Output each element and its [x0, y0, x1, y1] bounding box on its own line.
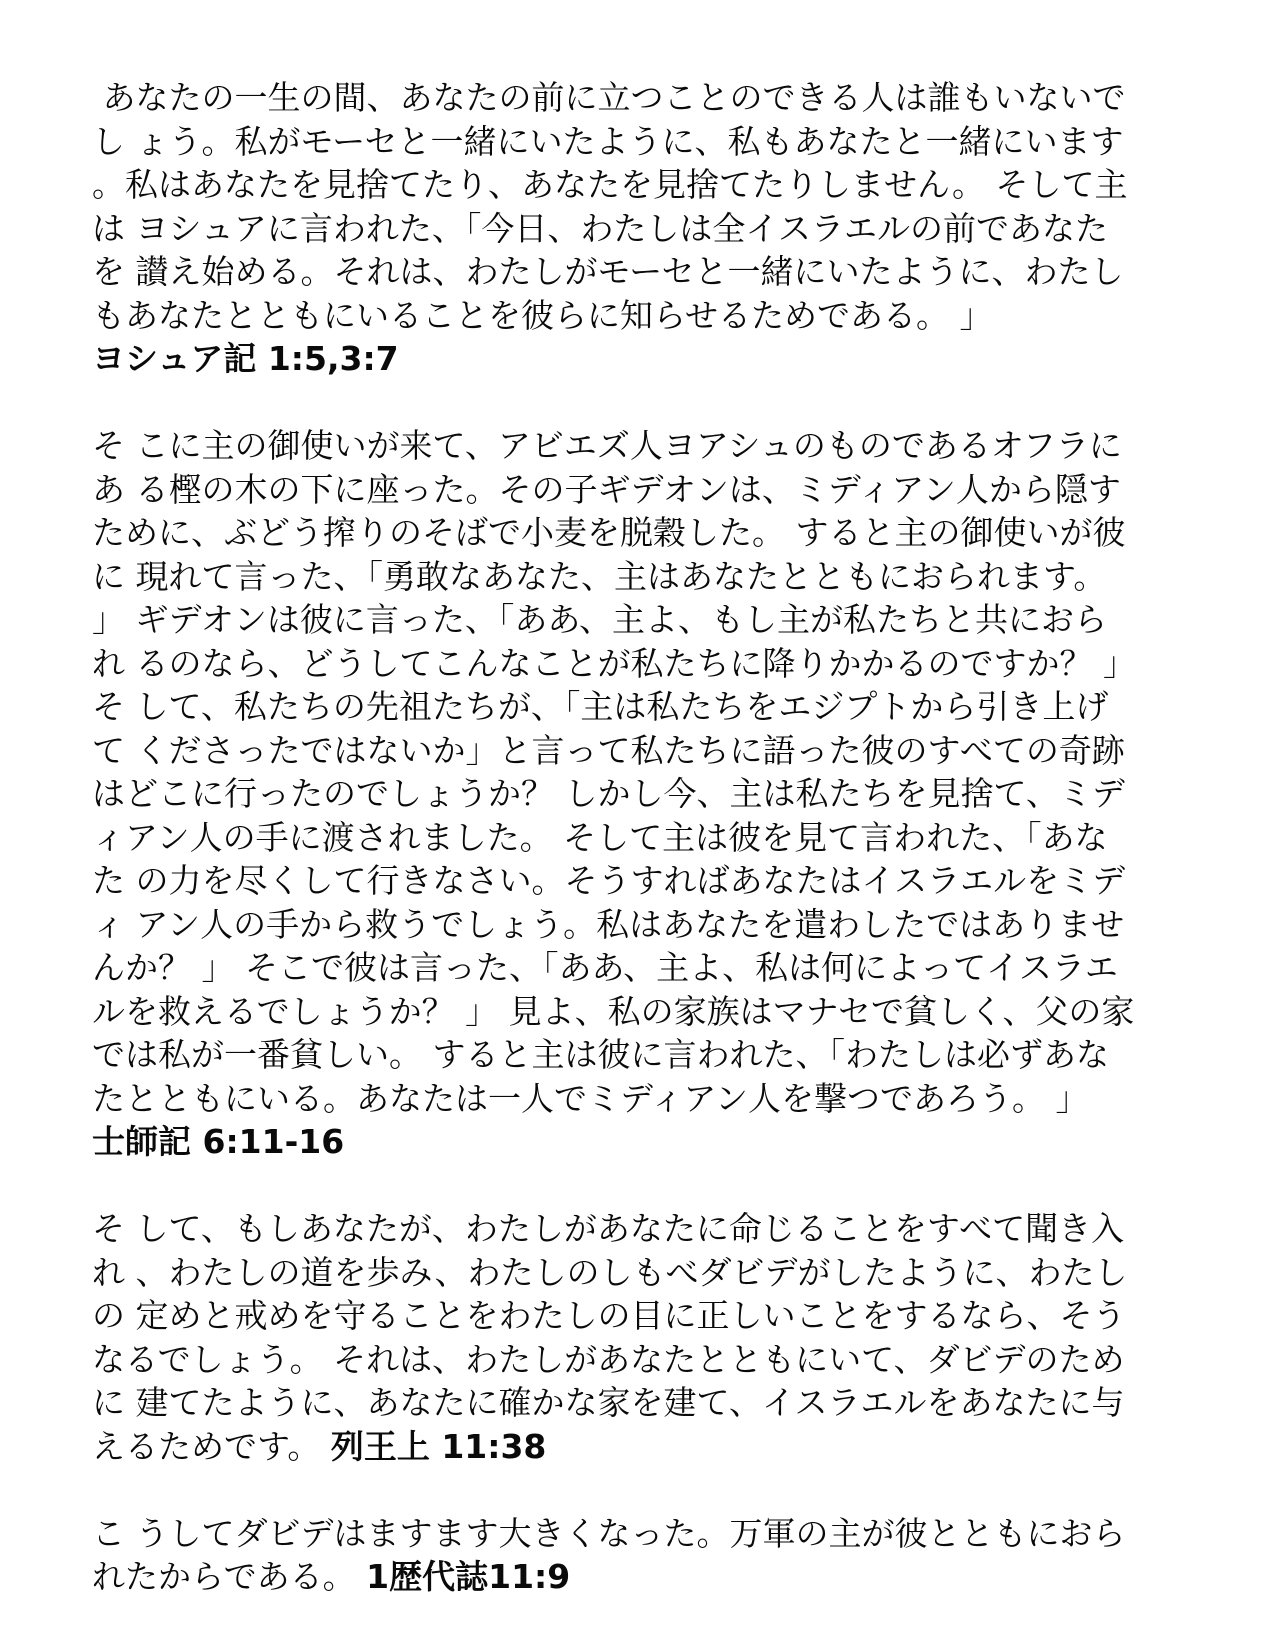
text-line: ルを救えるでしょうか？ 」 見よ、私の家族はマナセで貧しく、父の家	[92, 991, 1135, 1031]
verse-reference: ヨシュア記 1:5,3:7	[92, 339, 399, 378]
text-line-with-reference	[92, 1555, 1202, 1599]
text-line: は ヨシュアに言われた、「今日、わたしは全イスラエルの前であなた	[92, 208, 1108, 248]
text-line: れ るのなら、どうしてこんなことが私たちに降りかかるのですか？ 」	[92, 643, 1136, 683]
text-line: し ょう。私がモーセと一緒にいたように、私もあなたと一緒にいます	[92, 121, 1124, 161]
text-line: の 定めと戒めを守ることをわたしの目に正しいことをするなら、そう	[92, 1296, 1126, 1335]
text-line: そ して、私たちの先祖たちが、「主は私たちをエジプトから引き上げ	[92, 687, 1109, 726]
text-line: ィ アン人の手から救うでしょう。私はあなたを遣わしたではありませ	[92, 904, 1125, 944]
text-line: そ こに主の御使いが来て、アビエズ人ヨアシュのものであるオフラに	[92, 426, 1122, 465]
text-line: た の力を尽くして行きなさい。そうすればあなたはイスラエルをミデ	[92, 861, 1126, 900]
text-line: こ うしてダビデはますます大きくなった。万軍の主が彼とともにおら	[92, 1513, 1126, 1553]
text-line: そ して、もしあなたが、わたしがあなたに命じることをすべて聞き入	[92, 1209, 1125, 1248]
text-line: えるためです。	[92, 1426, 331, 1466]
text-line: を 讃え始める。それは、わたしがモーセと一緒にいたように、わたし	[92, 252, 1124, 291]
text-line: に 建てたように、あなたに確かな家を建て、イスラエルをあなたに与	[92, 1383, 1125, 1422]
text-line: あなたの一生の間、あなたの前に立つことのできる人は誰もいないで	[92, 78, 1126, 117]
passage-judges	[92, 424, 1202, 1164]
text-line: れ 、わたしの道を歩み、わたしのしもべダビデがしたように、わたし	[92, 1252, 1128, 1292]
text-line: れたからである。	[92, 1557, 367, 1596]
paragraph-gap	[92, 1164, 1202, 1208]
paragraph-gap	[92, 1468, 1202, 1512]
text-line: ィアン人の手に渡されました。 そして主は彼を見て言われた、「あな	[92, 817, 1108, 857]
passage-kings	[92, 1207, 1202, 1468]
text-line: では私が一番貧しい。 すると主は彼に言われた、「わたしは必ずあな	[92, 1035, 1109, 1074]
passage-joshua	[92, 76, 1202, 381]
text-line: はどこに行ったのでしょうか？ しかし今、主は私たちを見捨て、ミデ	[92, 774, 1125, 813]
text-line-with-reference	[92, 1425, 1202, 1469]
verse-reference: 1歴代誌11:9	[366, 1557, 571, 1596]
paragraph-gap	[92, 381, 1202, 425]
text-line: なるでしょう。 それは、わたしがあなたとともにいて、ダビデのため	[92, 1339, 1125, 1379]
text-line: あ る樫の木の下に座った。その子ギデオンは、ミディアン人から隠す	[92, 469, 1121, 509]
text-line: もあなたとともにいることを彼らに知らせるためである。 」	[92, 295, 993, 335]
text-line: たとともにいる。あなたは一人でミディアン人を撃つであろう。 」	[92, 1078, 1089, 1118]
text-line: て くださったではないか」と言って私たちに語った彼のすべての奇跡	[92, 730, 1125, 770]
text-line: んか？ 」 そこで彼は言った、「ああ、主よ、私は何によってイスラエ	[92, 948, 1118, 987]
text-line: ために、ぶどう搾りのそばで小麦を脱穀した。 すると主の御使いが彼	[92, 513, 1126, 552]
passage-chronicles	[92, 1512, 1202, 1599]
verse-reference: 士師記 6:11-16	[92, 1122, 345, 1161]
verse-reference: 列王上 11:38	[330, 1426, 547, 1466]
scripture-page	[92, 76, 1202, 1599]
text-line: 。私はあなたを見捨てたり、あなたを見捨てたりしません。 そして主	[92, 165, 1128, 204]
text-line: 」 ギデオンは彼に言った、「ああ、主よ、もし主が私たちと共におら	[92, 600, 1108, 639]
text-line: に 現れて言った、「勇敢なあなた、主はあなたとともにおられます。	[92, 556, 1107, 596]
